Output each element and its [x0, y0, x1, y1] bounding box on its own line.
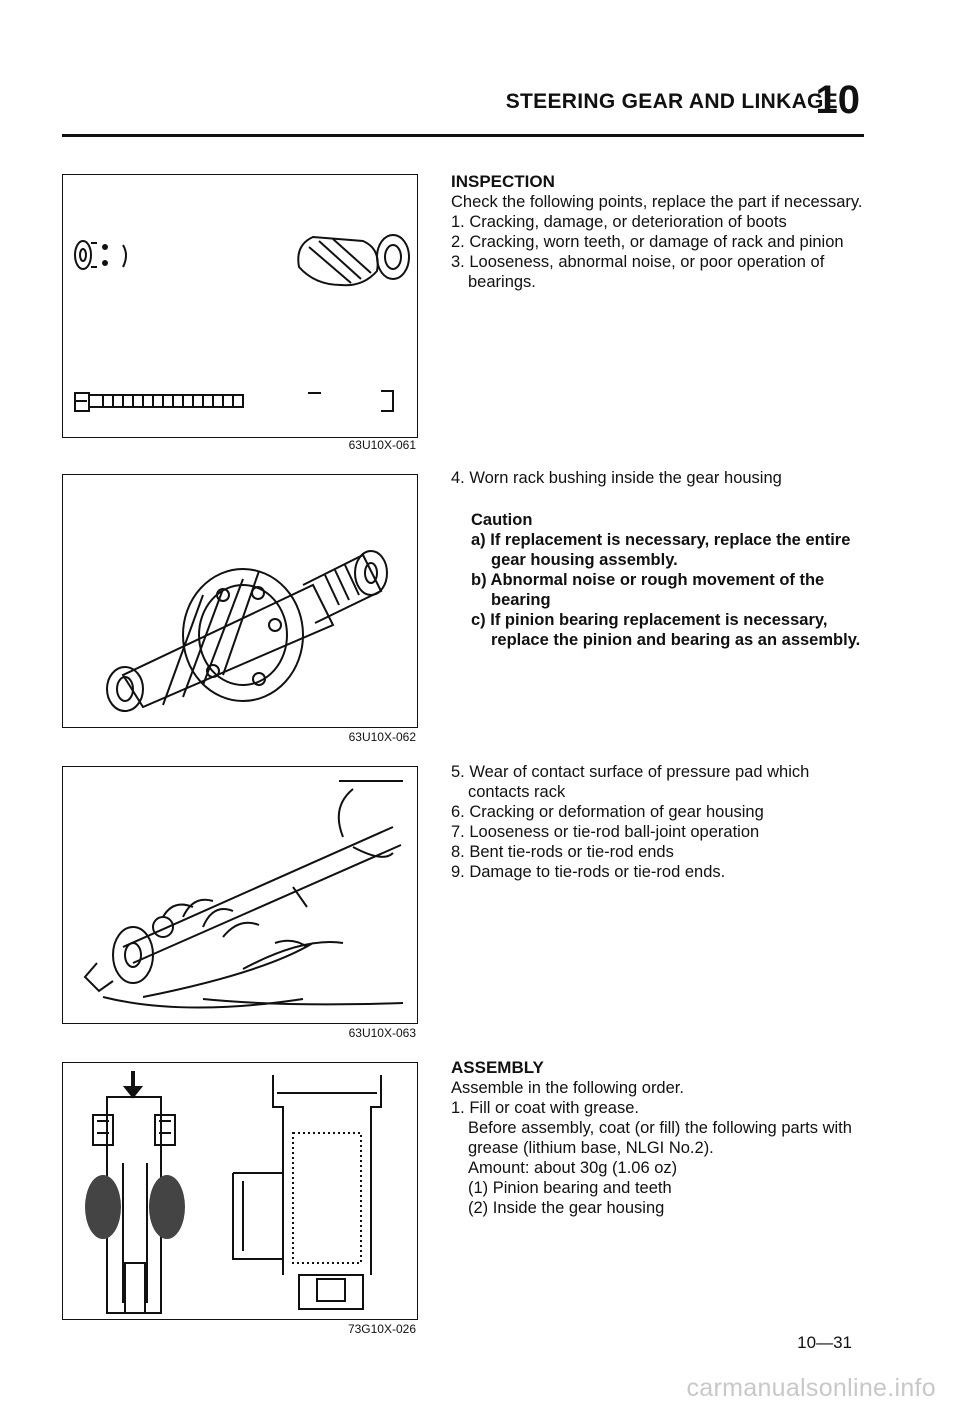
- caution-item-b: b) Abnormal noise or rough movement of the bearing: [471, 571, 825, 609]
- inspection-item-9: 9. Damage to tie-rods or tie-rod ends.: [451, 863, 726, 881]
- page-number: 10—31: [797, 1333, 852, 1352]
- figure-code-3: 63U10X-063: [348, 1026, 416, 1040]
- assembly-intro: Assemble in the following order.: [451, 1079, 684, 1097]
- inspection-item-3: 3. Looseness, abnormal noise, or poor operation of bearings.: [451, 253, 825, 291]
- figure-code-2: 63U10X-062: [348, 730, 416, 744]
- section-number: 10: [815, 78, 860, 122]
- inspection-intro: Check the following points, replace the part if necessary.: [451, 193, 863, 211]
- inspection-item-5: 5. Wear of contact surface of pressure pad which contacts rack: [451, 763, 810, 801]
- caution-block: [451, 510, 871, 650]
- assembly-amount: Amount: about 30g (1.06 oz): [468, 1159, 678, 1177]
- inspection-item-4: 4. Worn rack bushing inside the gear housing: [451, 469, 782, 487]
- figure-hand-tool-check: [62, 766, 418, 1024]
- inspection-item-6: 6. Cracking or deformation of gear housing: [451, 803, 764, 821]
- header-rule: [62, 134, 864, 137]
- assembly-step-1: 1. Fill or coat with grease.: [451, 1099, 639, 1117]
- inspection-heading: INSPECTION: [451, 172, 555, 191]
- figure-grease-application: [62, 1062, 418, 1320]
- inspection-item-1: 1. Cracking, damage, or deterioration of boots: [451, 213, 787, 231]
- inspection-item-4-block: [451, 468, 871, 650]
- inspection-item-8: 8. Bent tie-rods or tie-rod ends: [451, 843, 674, 861]
- assembly-step-1-detail: Before assembly, coat (or fill) the following parts with grease (lithium base, NLGI No.2).: [468, 1119, 852, 1157]
- inspection-section: [451, 172, 871, 292]
- assembly-part-1: (1) Pinion bearing and teeth: [468, 1179, 672, 1197]
- figure-pinion-bearing: [62, 474, 418, 728]
- section-title: STEERING GEAR AND LINKAGE: [505, 90, 838, 113]
- assembly-heading: ASSEMBLY: [451, 1058, 544, 1077]
- figure-rack-pinion-parts: [62, 174, 418, 438]
- figure-code-4: 73G10X-026: [347, 1322, 416, 1336]
- caution-item-a: a) If replacement is necessary, replace the entire gear housing assembly.: [471, 531, 851, 569]
- watermark[interactable]: carmanualsonline.info: [686, 1374, 936, 1402]
- figure-code-1: 63U10X-061: [348, 438, 416, 452]
- caution-title: Caution: [471, 511, 533, 529]
- inspection-items-more: [451, 762, 871, 882]
- caution-item-c: c) If pinion bearing replacement is necessary, replace the pinion and bearing as an assembly.: [471, 611, 861, 649]
- assembly-part-2: (2) Inside the gear housing: [468, 1199, 665, 1217]
- inspection-item-7: 7. Looseness or tie-rod ball-joint operation: [451, 823, 760, 841]
- assembly-section: [451, 1058, 871, 1218]
- inspection-item-2: 2. Cracking, worn teeth, or damage of rack and pinion: [451, 233, 844, 251]
